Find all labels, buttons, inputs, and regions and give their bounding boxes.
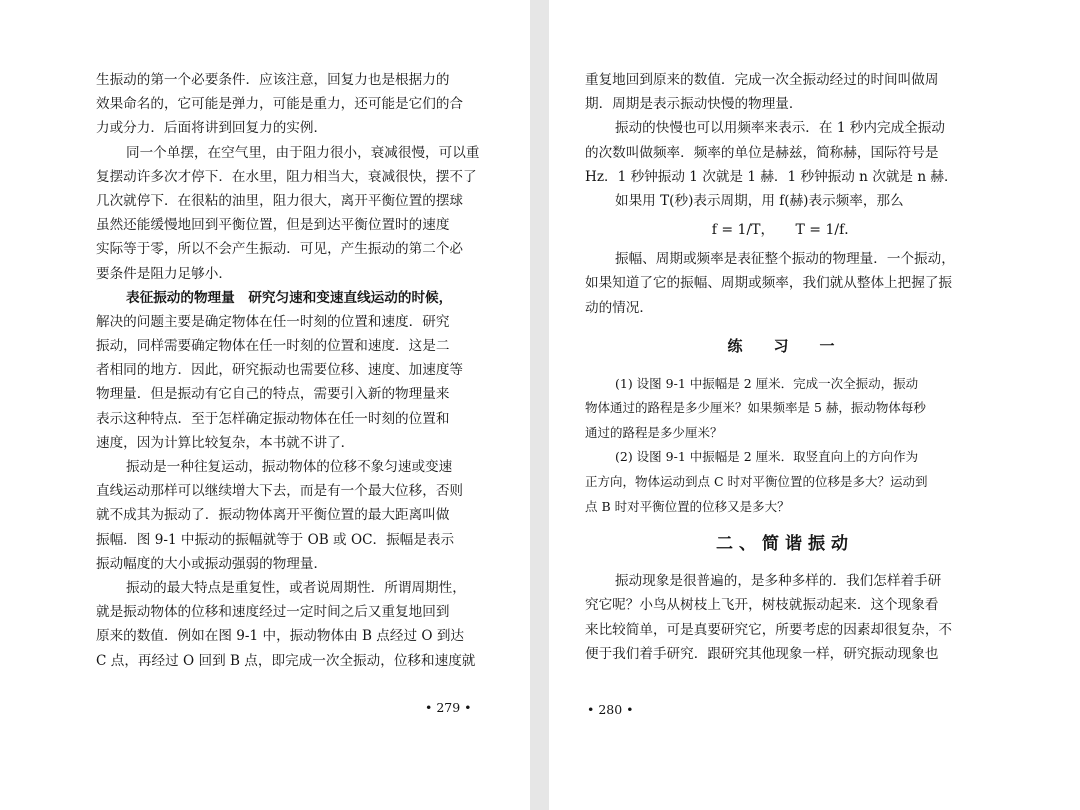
text-line: 的次数叫做频率．频率的单位是赫兹，简称赫，国际符号是 — [585, 144, 939, 161]
text-line: 生振动的第一个必要条件．应该注意，回复力也是根据力的 — [96, 72, 450, 88]
text-line: 振动现象是很普遍的，是多种多样的．我们怎样着手研 — [615, 573, 942, 590]
text-line: 重复地回到原来的数值．完成一次全振动经过的时间叫做周 — [585, 72, 939, 88]
right-text-column — [585, 68, 985, 666]
left-text-column — [96, 68, 494, 673]
exercise-line: (2) 设图 9-1 中振幅是 2 厘米．取竖直向上的方向作为 — [615, 449, 919, 465]
exercise-line: 正方向，物体运动到点 C 时对平衡位置的位移是多大？运动到 — [585, 474, 928, 490]
text-line: 期．周期是表示振动快慢的物理量． — [585, 96, 803, 113]
section-heading: 二、简谐振动 — [716, 534, 854, 555]
text-line: 振动，同样需要确定物体在任一时刻的位置和速度．这是二 — [96, 338, 450, 355]
text-line: 振动幅度的大小或振动强弱的物理量． — [96, 555, 328, 572]
text-line: 动的情况． — [585, 299, 653, 316]
exercise-line: (1) 设图 9-1 中振幅是 2 厘米．完成一次全振动，振动 — [615, 375, 919, 391]
text-line: 振幅．图 9-1 中振动的振幅就等于 OB 或 OC．振幅是表示 — [96, 531, 455, 548]
exercise-line: 点 B 时对平衡位置的位移又是多大？ — [585, 498, 790, 514]
text-line: 便于我们着手研究．跟研究其他现象一样，研究振动现象也 — [585, 645, 939, 662]
subheading-line: 表征振动的物理量 研究匀速和变速直线运动的时候， — [126, 289, 453, 306]
text-line: 同一个单摆，在空气里，由于阻力很小，衰减很慢，可以重 — [126, 144, 480, 161]
text-line: 复摆动许多次才停下．在水里，阻力相当大，衰减很快，摆不了 — [96, 168, 477, 185]
text-line: 效果命名的，它可能是弹力，可能是重力，还可能是它们的合 — [96, 96, 464, 113]
text-line: 直线运动那样可以继续增大下去，而是有一个最大位移，否则 — [96, 483, 464, 500]
exercise-line: 通过的路程是多少厘米？ — [585, 424, 723, 440]
text-line: 究它呢？小鸟从树枝上飞开，树枝就振动起来．这个现象看 — [585, 597, 939, 614]
text-line: 振动是一种往复运动，振动物体的位移不象匀速或变速 — [126, 459, 453, 475]
text-line: 原来的数值．例如在图 9-1 中，振动物体由 B 点经过 O 到达 — [96, 628, 465, 645]
text-line: 振幅、周期或频率是表征整个振动的物理量．一个振动， — [615, 251, 955, 268]
left-page — [0, 0, 530, 810]
text-line: 要条件是阻力足够小． — [96, 265, 232, 282]
text-line: C 点，再经过 O 回到 B 点，即完成一次全振动，位移和速度就 — [96, 652, 476, 669]
formula: f = 1/T， T = 1/f． — [711, 222, 859, 239]
text-line: Hz．1 秒钟振动 1 次就是 1 赫．1 秒钟振动 n 次就是 n 赫． — [585, 168, 958, 185]
text-line: 实际等于零，所以不会产生振动．可见，产生振动的第二个必 — [96, 241, 464, 258]
text-line: 解决的问题主要是确定物体在任一时刻的位置和速度．研究 — [96, 313, 450, 330]
exercise-line: 物体通过的路程是多少厘米？如果频率是 5 赫，振动物体每秒 — [585, 400, 926, 416]
page-number: • 279 • — [425, 700, 472, 715]
exercise-heading: 练 习 一 — [727, 336, 843, 355]
right-page — [549, 0, 1080, 810]
text-line: 力或分力．后面将讲到回复力的实例． — [96, 120, 328, 137]
text-line: 就不成其为振动了．振动物体离开平衡位置的最大距离叫做 — [96, 507, 450, 524]
text-line: 物理量．但是振动有它自己的特点，需要引入新的物理量来 — [96, 386, 450, 403]
text-line: 表示这种特点．至于怎样确定振动物体在任一时刻的位置和 — [96, 410, 450, 427]
text-line: 振动的最大特点是重复性，或者说周期性．所谓周期性， — [126, 579, 466, 596]
text-line: 几次就停下．在很粘的油里，阻力很大，离开平衡位置的摆球 — [96, 192, 464, 209]
text-line: 就是振动物体的位移和速度经过一定时间之后又重复地回到 — [96, 604, 450, 621]
text-line: 如果知道了它的振幅、周期或频率，我们就从整体上把握了振 — [585, 275, 953, 292]
text-line: 虽然还能缓慢地回到平衡位置，但是到达平衡位置时的速度 — [96, 217, 450, 234]
page-number: • 280 • — [587, 702, 634, 717]
text-line: 者相同的地方．因此，研究振动也需要位移、速度、加速度等 — [96, 362, 464, 379]
text-line: 振动的快慢也可以用频率来表示．在 1 秒内完成全振动 — [615, 120, 945, 137]
text-line: 来比较简单，可是真要研究它，所要考虑的因素却很复杂，不 — [585, 621, 953, 638]
text-line: 如果用 T(秒)表示周期，用 f(赫)表示频率，那么 — [615, 192, 904, 209]
text-line: 速度，因为计算比较复杂，本书就不讲了． — [96, 434, 355, 451]
